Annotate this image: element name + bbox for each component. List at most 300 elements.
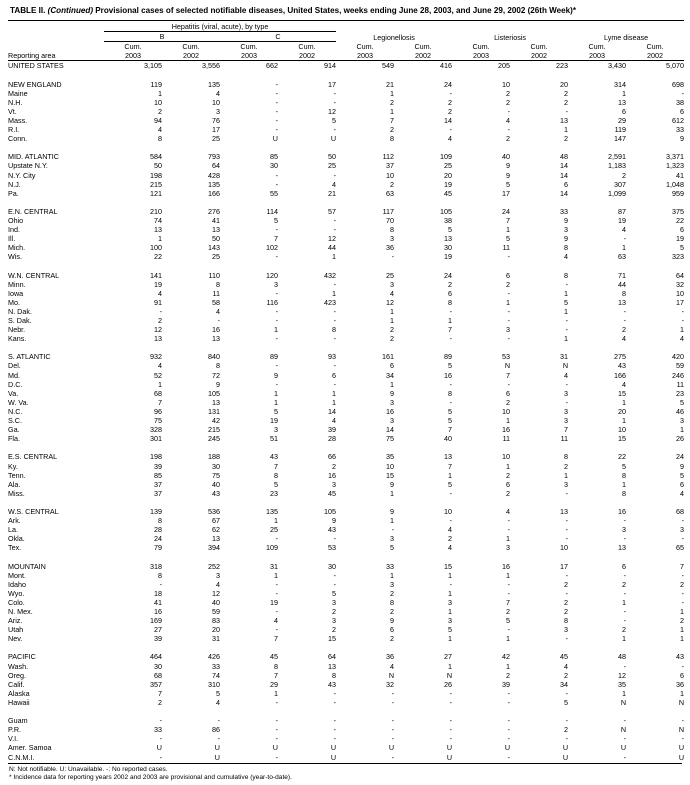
- row-value: 25: [212, 252, 220, 262]
- row-value: -: [333, 534, 337, 544]
- row-value: N: [620, 725, 627, 735]
- row-value: 6: [332, 370, 337, 380]
- header-spacer: [8, 21, 104, 32]
- row-value: 1: [680, 607, 685, 617]
- row-value: 1: [448, 661, 453, 671]
- row-value: -: [275, 534, 278, 544]
- row-value: 39: [154, 634, 162, 644]
- row-value: -: [449, 516, 453, 526]
- row-value: 223: [556, 61, 569, 71]
- row-area-label: Maine: [8, 88, 28, 98]
- row-value: -: [159, 716, 162, 726]
- row-value: -: [391, 734, 395, 744]
- row-value: 1: [332, 288, 337, 298]
- row-value: 4: [680, 334, 685, 344]
- header-cum-8: Cum.: [530, 42, 548, 52]
- row-area-label: Iowa: [8, 288, 24, 298]
- row-value: 36: [386, 652, 395, 662]
- row-area-label: P.R.: [8, 725, 22, 735]
- row-value: 4: [390, 661, 395, 671]
- row-area-label: Ark.: [8, 516, 21, 526]
- row-value: 37: [386, 161, 395, 171]
- row-value: 83: [212, 616, 220, 626]
- row-value: 4: [622, 379, 627, 389]
- row-value: 2: [158, 697, 162, 707]
- row-area-label: N.C.: [8, 406, 23, 416]
- row-value: -: [507, 525, 511, 535]
- row-area-label: Idaho: [8, 579, 26, 589]
- row-area-label: Hawaii: [8, 697, 30, 707]
- row-value: 36: [386, 243, 395, 253]
- row-value: -: [623, 516, 627, 526]
- table-row: [8, 534, 684, 543]
- row-area-label: N.Y. City: [8, 170, 36, 180]
- row-value: 2: [506, 134, 511, 144]
- row-value: 10: [618, 425, 627, 435]
- row-value: 3: [680, 416, 685, 426]
- row-value: 25: [444, 161, 453, 171]
- table-row: [8, 352, 684, 361]
- row-value: 4: [216, 88, 220, 98]
- row-value: -: [507, 688, 511, 698]
- row-value: 2,591: [608, 152, 627, 162]
- row-value: 37: [154, 488, 162, 498]
- row-value: 3: [332, 597, 337, 607]
- row-value: 1,048: [666, 179, 685, 189]
- row-value: 4: [506, 506, 511, 516]
- row-value: 64: [676, 270, 685, 280]
- table-row: [8, 361, 684, 370]
- row-value: 6: [680, 479, 685, 489]
- table-row: [8, 471, 684, 480]
- row-value: -: [333, 725, 337, 735]
- row-value: -: [449, 334, 453, 344]
- row-area-label: MID. ATLANTIC: [8, 152, 59, 162]
- header-reporting-area: Reporting area: [8, 51, 104, 61]
- table-row: [8, 298, 684, 307]
- row-value: 3: [564, 225, 569, 235]
- row-value: 1,099: [608, 188, 627, 198]
- row-value: 24: [444, 79, 453, 89]
- row-value: -: [565, 716, 569, 726]
- row-value: 9: [680, 134, 685, 144]
- row-value: 105: [324, 506, 337, 516]
- row-value: -: [449, 716, 453, 726]
- row-value: 109: [266, 543, 278, 553]
- row-value: U: [330, 752, 337, 762]
- row-value: 2: [564, 88, 569, 98]
- row-value: 19: [444, 179, 453, 189]
- row-value: 62: [212, 525, 220, 535]
- row-value: -: [275, 115, 278, 125]
- row-value: -: [507, 697, 511, 707]
- row-value: 1: [506, 416, 511, 426]
- row-value: U: [214, 743, 220, 753]
- row-area-label: E.S. CENTRAL: [8, 452, 58, 462]
- row-value: 1: [332, 252, 337, 262]
- row-value: 45: [328, 488, 337, 498]
- row-value: 4: [448, 134, 453, 144]
- row-value: 426: [208, 652, 220, 662]
- row-value: 37: [154, 479, 162, 489]
- row-value: 3: [564, 388, 569, 398]
- row-area-label: Wyo.: [8, 588, 25, 598]
- row-value: 10: [502, 406, 511, 416]
- row-value: 2: [680, 616, 685, 626]
- row-value: 4: [216, 697, 220, 707]
- row-value: 58: [212, 297, 220, 307]
- table-title: [8, 6, 682, 16]
- row-value: 6: [506, 270, 511, 280]
- header-hepatitis-group: Hepatitis (viral, acute), by type: [104, 21, 336, 32]
- row-value: N: [446, 670, 453, 680]
- table-row: [8, 207, 684, 216]
- row-value: 16: [444, 370, 453, 380]
- row-value: 8: [332, 670, 337, 680]
- row-value: -: [565, 379, 569, 389]
- row-value: 1: [622, 243, 627, 253]
- row-value: N: [504, 361, 511, 371]
- row-value: 2: [332, 461, 337, 471]
- row-value: 432: [324, 270, 337, 280]
- row-value: 105: [440, 206, 453, 216]
- row-value: 8: [158, 516, 162, 526]
- row-value: 141: [150, 270, 162, 280]
- row-value: -: [391, 725, 395, 735]
- row-value: 11: [676, 379, 685, 389]
- row-value: 1: [622, 416, 627, 426]
- row-value: 38: [676, 97, 685, 107]
- row-value: -: [275, 316, 278, 326]
- table-row: [8, 371, 684, 380]
- row-value: 2: [158, 106, 162, 116]
- row-value: 43: [618, 361, 627, 371]
- row-value: -: [565, 534, 569, 544]
- row-value: 1: [622, 597, 627, 607]
- row-value: 79: [154, 543, 162, 553]
- row-value: 166: [208, 188, 220, 198]
- row-value: 12: [154, 325, 162, 335]
- table-row: [8, 125, 684, 134]
- row-value: 10: [502, 452, 511, 462]
- row-value: 72: [212, 370, 220, 380]
- row-value: -: [681, 597, 685, 607]
- row-value: 119: [614, 125, 627, 135]
- row-value: 143: [208, 243, 220, 253]
- row-value: 6: [622, 561, 627, 571]
- row-area-label: MOUNTAIN: [8, 561, 46, 571]
- row-value: 4: [506, 115, 511, 125]
- row-value: 28: [328, 434, 337, 444]
- row-value: 2: [390, 607, 395, 617]
- row-value: 85: [270, 152, 278, 162]
- row-value: 2: [622, 170, 627, 180]
- row-value: -: [275, 88, 278, 98]
- row-value: 5: [216, 688, 220, 698]
- header-cum-row: [8, 42, 684, 52]
- row-value: 8: [564, 243, 569, 253]
- row-value: 30: [444, 243, 453, 253]
- row-value: 5: [448, 361, 453, 371]
- table-row: [8, 243, 684, 252]
- row-area-label: S. ATLANTIC: [8, 352, 51, 362]
- row-value: 15: [386, 470, 395, 480]
- table-row: [8, 116, 684, 125]
- row-value: 3: [564, 625, 569, 635]
- row-value: 307: [614, 179, 627, 189]
- row-value: 3: [216, 106, 220, 116]
- row-area-label: Calif.: [8, 679, 25, 689]
- row-value: -: [275, 170, 278, 180]
- table-row: [8, 152, 684, 161]
- table-row: [8, 189, 684, 198]
- row-value: -: [623, 534, 627, 544]
- row-value: 40: [212, 479, 220, 489]
- row-value: 55: [270, 188, 278, 198]
- row-area-label: Alaska: [8, 688, 30, 698]
- row-value: 34: [386, 370, 395, 380]
- row-value: 24: [676, 452, 685, 462]
- row-area-label: Ga.: [8, 425, 20, 435]
- row-value: 53: [502, 352, 511, 362]
- row-value: 420: [672, 352, 685, 362]
- group-spacer-cell: [8, 643, 684, 652]
- row-value: 4: [274, 616, 278, 626]
- row-value: 8: [564, 270, 569, 280]
- row-value: 39: [328, 425, 337, 435]
- table-row: [8, 571, 684, 580]
- row-value: 15: [328, 634, 337, 644]
- row-area-label: Miss.: [8, 488, 25, 498]
- table-row: [8, 380, 684, 389]
- row-value: -: [565, 525, 569, 535]
- row-value: 1: [448, 470, 453, 480]
- row-value: 9: [506, 170, 511, 180]
- row-value: 31: [212, 634, 220, 644]
- row-value: 9: [680, 461, 685, 471]
- row-value: 22: [676, 215, 685, 225]
- table-row: [8, 698, 684, 707]
- row-value: 1: [680, 625, 685, 635]
- row-value: 33: [212, 661, 220, 671]
- row-value: U: [620, 743, 627, 753]
- row-value: 2: [390, 588, 395, 598]
- row-value: 1: [274, 388, 278, 398]
- row-value: 7: [680, 561, 685, 571]
- row-value: 65: [676, 543, 685, 553]
- row-value: 2: [564, 461, 569, 471]
- row-value: 96: [154, 406, 162, 416]
- row-value: 10: [676, 288, 685, 298]
- row-value: 252: [208, 561, 220, 571]
- row-value: 1: [680, 634, 685, 644]
- row-value: 4: [332, 416, 337, 426]
- row-value: -: [333, 97, 337, 107]
- row-value: 67: [212, 516, 220, 526]
- row-value: 3: [448, 597, 453, 607]
- row-value: U: [446, 743, 453, 753]
- row-value: -: [565, 516, 569, 526]
- row-value: -: [449, 88, 453, 98]
- row-value: 13: [618, 97, 627, 107]
- footnote-line: N: Not notifiable. U: Unavailable. -: No reported cases.: [9, 765, 168, 773]
- group-spacer: [8, 707, 684, 716]
- row-value: 131: [208, 406, 220, 416]
- row-value: 8: [332, 325, 337, 335]
- row-value: 23: [270, 488, 278, 498]
- row-value: -: [275, 716, 278, 726]
- row-value: 2: [506, 97, 511, 107]
- row-value: 5: [448, 406, 453, 416]
- row-value: 5: [448, 479, 453, 489]
- row-area-label: Va.: [8, 388, 19, 398]
- row-value: 3,105: [144, 61, 162, 71]
- row-value: 275: [614, 352, 627, 362]
- row-value: -: [391, 525, 395, 535]
- row-value: 63: [618, 252, 627, 262]
- table-row: [8, 280, 684, 289]
- row-value: 109: [440, 152, 453, 162]
- row-value: 11: [502, 243, 511, 253]
- row-value: 17: [676, 297, 685, 307]
- row-value: 39: [154, 461, 162, 471]
- row-value: 3: [390, 397, 395, 407]
- row-value: 9: [390, 388, 395, 398]
- row-value: 10: [444, 506, 453, 516]
- row-value: -: [449, 488, 453, 498]
- table-row: [8, 671, 684, 680]
- row-value: 7: [274, 634, 278, 644]
- row-value: 3,430: [608, 61, 627, 71]
- row-value: -: [507, 125, 511, 135]
- table-row: [8, 61, 684, 71]
- row-value: 11: [502, 434, 511, 444]
- row-area-label: Guam: [8, 716, 28, 726]
- row-value: 3: [390, 279, 395, 289]
- row-value: U: [156, 743, 162, 753]
- row-value: 6: [448, 288, 453, 298]
- row-value: 4: [622, 225, 627, 235]
- row-value: 5: [274, 406, 278, 416]
- row-value: 215: [150, 179, 162, 189]
- row-value: 2: [506, 607, 511, 617]
- row-value: 1: [622, 88, 627, 98]
- row-value: 7: [506, 370, 511, 380]
- row-value: 1: [158, 88, 162, 98]
- row-value: -: [449, 397, 453, 407]
- row-value: 100: [150, 243, 162, 253]
- group-spacer: [8, 552, 684, 561]
- row-value: 12: [328, 106, 337, 116]
- row-value: 63: [386, 188, 395, 198]
- row-value: 549: [382, 61, 395, 71]
- row-value: 16: [328, 470, 337, 480]
- row-value: 1: [680, 325, 685, 335]
- row-value: -: [333, 88, 337, 98]
- row-value: 5: [622, 461, 627, 471]
- row-value: 205: [498, 61, 511, 71]
- row-area-label: Utah: [8, 625, 24, 635]
- row-value: -: [681, 570, 685, 580]
- row-value: 105: [208, 388, 220, 398]
- row-value: 3: [274, 425, 278, 435]
- row-area-label: Conn.: [8, 134, 28, 144]
- row-value: -: [275, 734, 278, 744]
- row-value: -: [507, 316, 511, 326]
- row-value: -: [333, 734, 337, 744]
- row-value: 2: [564, 670, 569, 680]
- table-row: [8, 416, 684, 425]
- row-value: 117: [382, 206, 395, 216]
- row-value: 14: [328, 406, 337, 416]
- row-value: 2: [448, 534, 453, 544]
- row-value: 6: [680, 106, 685, 116]
- row-area-label: C.N.M.I.: [8, 752, 35, 762]
- row-value: -: [565, 570, 569, 580]
- row-value: 45: [270, 652, 278, 662]
- row-value: -: [217, 734, 220, 744]
- row-value: 20: [212, 625, 220, 635]
- row-value: 119: [150, 79, 162, 89]
- group-spacer: [8, 261, 684, 270]
- row-value: -: [507, 379, 511, 389]
- row-value: 16: [154, 607, 162, 617]
- table-row: [8, 107, 684, 116]
- row-value: 3: [274, 279, 278, 289]
- row-value: 4: [448, 525, 453, 535]
- row-value: 9: [564, 215, 569, 225]
- row-value: U: [562, 752, 569, 762]
- row-value: 2: [448, 97, 453, 107]
- row-value: 15: [618, 388, 627, 398]
- row-value: 245: [208, 434, 220, 444]
- row-value: 8: [158, 134, 162, 144]
- row-value: 139: [150, 506, 162, 516]
- table-row: [8, 325, 684, 334]
- row-value: 13: [154, 225, 162, 235]
- row-value: -: [333, 306, 337, 316]
- row-value: 24: [502, 206, 511, 216]
- row-value: 24: [154, 534, 162, 544]
- row-value: 5: [680, 397, 685, 407]
- row-value: 40: [502, 152, 511, 162]
- row-area-label: W. Va.: [8, 397, 29, 407]
- row-value: -: [275, 79, 278, 89]
- row-value: 323: [672, 252, 685, 262]
- row-value: 27: [444, 652, 453, 662]
- table-row: [8, 389, 684, 398]
- row-value: 76: [212, 115, 220, 125]
- row-value: 14: [560, 188, 569, 198]
- row-value: -: [275, 697, 278, 707]
- row-value: 116: [266, 297, 278, 307]
- row-value: 21: [386, 79, 395, 89]
- row-value: 13: [560, 506, 569, 516]
- row-value: -: [275, 252, 278, 262]
- row-value: 7: [274, 234, 278, 244]
- row-area-label: Mich.: [8, 243, 26, 253]
- row-value: 536: [208, 506, 220, 516]
- row-value: 74: [154, 215, 162, 225]
- row-value: 6: [622, 106, 627, 116]
- row-value: 5: [448, 625, 453, 635]
- row-value: 20: [444, 170, 453, 180]
- row-value: U: [330, 743, 337, 753]
- row-value: 19: [444, 252, 453, 262]
- row-value: 2: [564, 134, 569, 144]
- row-value: 5: [680, 470, 685, 480]
- row-value: U: [272, 743, 278, 753]
